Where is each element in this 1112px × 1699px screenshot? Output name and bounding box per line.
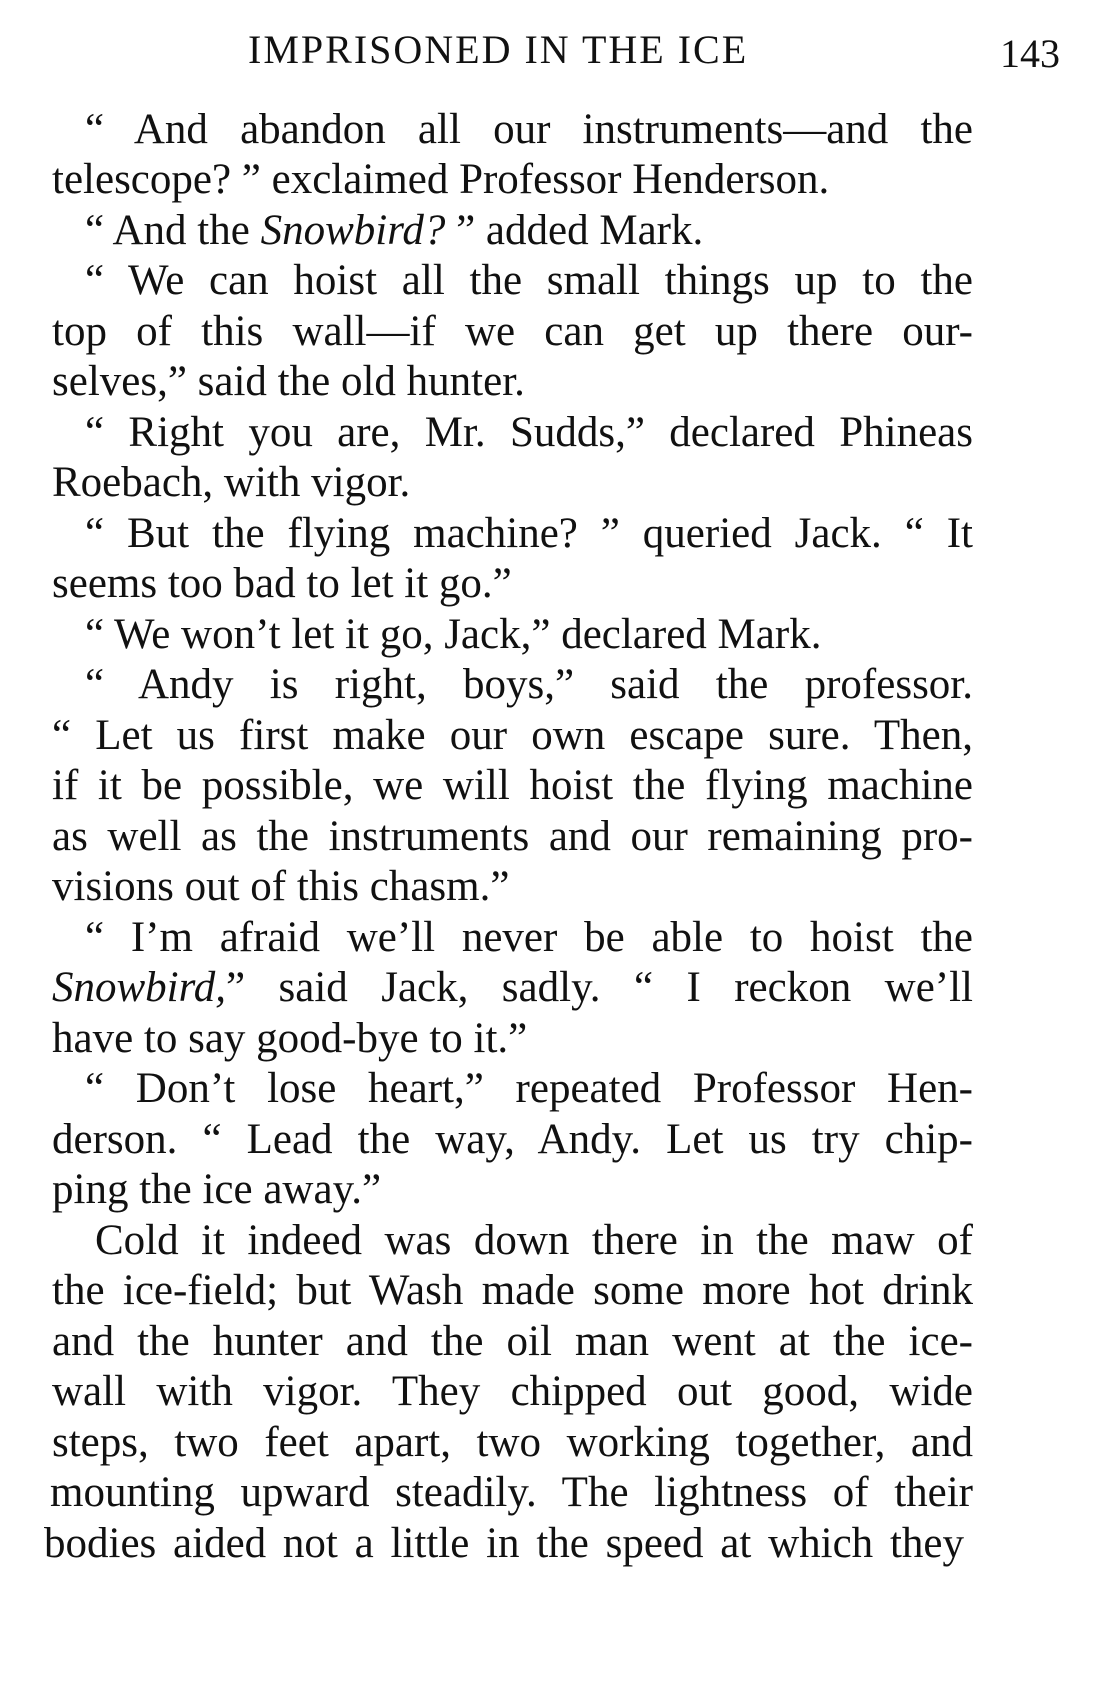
- ship-name: Snowbird?: [260, 207, 446, 254]
- text-line: visions out of this chasm.”: [52, 863, 510, 910]
- text-line: the ice-field; but Wash made some more hot drink: [52, 1267, 973, 1314]
- text-line: telescope? ” exclaimed Professor Henderson.: [52, 156, 830, 203]
- text-line: “ We won’t let it go, Jack,” declared Mark.: [85, 611, 822, 658]
- text-line: “ Don’t lose heart,” repeated Professor Hen-: [85, 1065, 973, 1112]
- text-line: “ We can hoist all the small things up to the: [85, 257, 973, 304]
- text-line: if it be possible, we will hoist the flying machine: [52, 762, 973, 809]
- text-line: top of this wall—if we can get up there our-: [52, 308, 973, 355]
- text-segment: ” added Mark.: [445, 207, 704, 254]
- text-line: Roebach, with vigor.: [52, 459, 411, 506]
- text-line: selves,” said the old hunter.: [52, 358, 525, 405]
- text-line: and the hunter and the oil man went at the ice-: [52, 1318, 973, 1365]
- text-line: wall with vigor. They chipped out good, wide: [52, 1368, 973, 1415]
- text-line: derson. “ Lead the way, Andy. Let us try chip-: [52, 1116, 973, 1163]
- ship-name: Snowbird,: [52, 964, 227, 1011]
- text-line: “ I’m afraid we’ll never be able to hoist the: [85, 914, 973, 961]
- running-title: IMPRISONED IN THE ICE: [248, 27, 749, 72]
- text-line: “ Right you are, Mr. Sudds,” declared Phineas: [85, 409, 973, 456]
- text-segment: “ And the: [85, 207, 261, 254]
- text-line: as well as the instruments and our remaining pro-: [52, 813, 973, 860]
- text-line: seems too bad to let it go.”: [52, 560, 512, 607]
- text-line: “ Let us first make our own escape sure. Then,: [52, 712, 973, 759]
- text-line: Cold it indeed was down there in the maw of: [95, 1217, 973, 1264]
- text-line: bodies aided not a little in the speed at which they: [44, 1520, 964, 1567]
- text-line: “ Andy is right, boys,” said the professor.: [85, 661, 973, 708]
- text-line: mounting upward steadily. The lightness of their: [50, 1469, 973, 1516]
- text-line: “ But the flying machine? ” queried Jack. “ It: [85, 510, 973, 557]
- page-number: 143: [1000, 31, 1060, 76]
- text-line: [85, 203, 973, 259]
- running-head: [0, 18, 1112, 78]
- text-segment: ” said Jack, sadly. “ I reckon we’ll: [226, 964, 973, 1011]
- text-line: ping the ice away.”: [52, 1166, 382, 1213]
- text-line: have to say good-bye to it.”: [52, 1015, 528, 1062]
- text-line: steps, two feet apart, two working together, and: [52, 1419, 973, 1466]
- text-line: [52, 960, 973, 1016]
- text-line: “ And abandon all our instruments—and the: [85, 106, 973, 153]
